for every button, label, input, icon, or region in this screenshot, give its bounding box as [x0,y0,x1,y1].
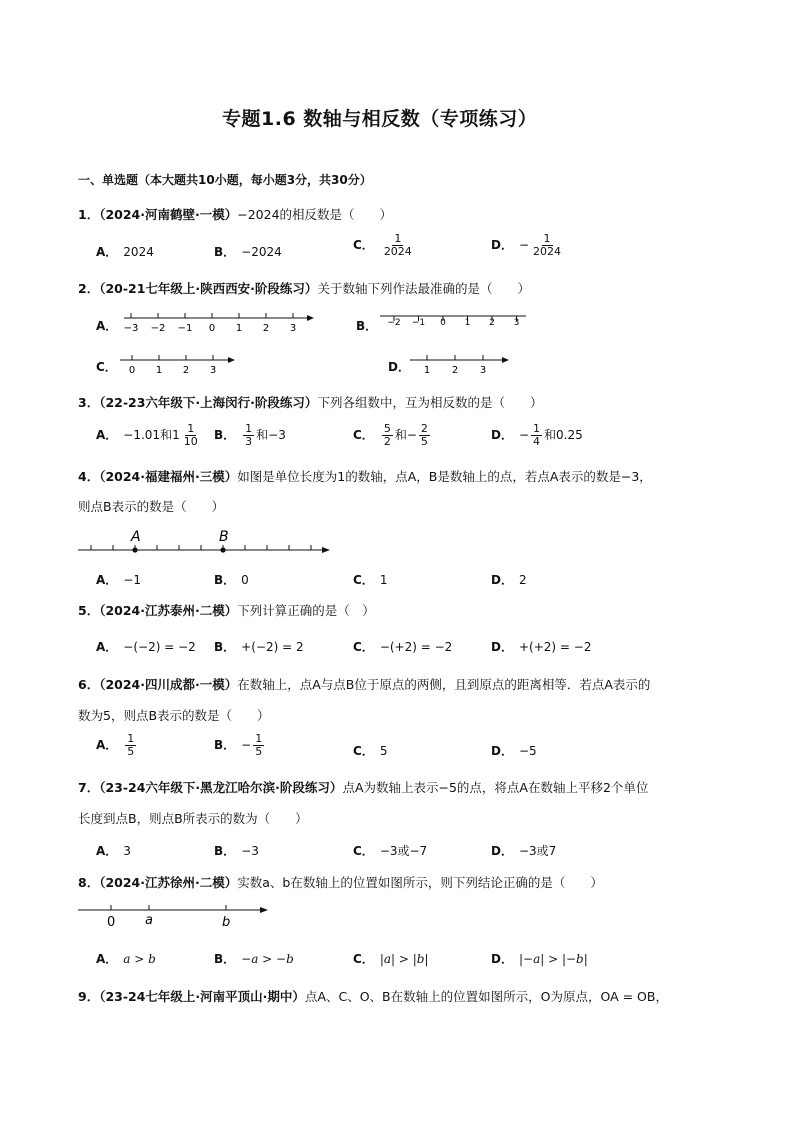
question-stem: 实数a、b在数轴上的位置如图所示，则下列结论正确的是（ ） [237,875,603,890]
fraction: $\frac{1}{5}$ [127,732,135,758]
q8-option-a[interactable]: A． a > b [96,952,156,966]
tick-label: 1 [155,365,163,376]
q5-option-c[interactable]: C． −(+2) = −2 [353,640,453,654]
tick-label: 1 [423,365,431,376]
question-number: 4． [78,469,100,484]
question-number: 8． [78,875,100,890]
question-stem: 关于数轴下列作法最准确的是（ ） [317,281,530,296]
question-number: 2． [78,281,100,296]
b-label: b [222,915,231,930]
question-2 [78,279,530,297]
question-4 [78,467,652,485]
question-source: （23-24七年级上·河南平顶山·期中） [99,989,305,1004]
fraction: $\frac{1}{10}$ [183,422,198,448]
q1-option-c[interactable]: C． $\frac{1}{2024}$ [353,232,412,258]
question-stem: −2024的相反数是（ ） [237,207,393,222]
q8-option-c[interactable]: C． |a| > |b| [353,952,429,966]
question-stem: 在数轴上，点A与点B位于原点的两侧，且到原点的距离相等．若点A表示的 [237,677,651,692]
q1-option-a[interactable]: A． 2024 [96,245,154,259]
q5-option-a[interactable]: A． −(−2) = −2 [96,640,196,654]
q2-number-line-c [118,350,238,380]
q6-option-b[interactable]: B． − $\frac{1}{5}$ [214,732,263,758]
fraction: $\frac{5}{2}$ [383,422,391,448]
q2-option-d-label[interactable]: D． [388,360,410,374]
q2-number-line-a [118,308,318,338]
q8-option-d[interactable]: D． |−a| > |−b| [491,952,588,966]
q4-option-c[interactable]: C． 1 [353,573,388,587]
question-number: 5． [78,603,100,618]
q5-option-d[interactable]: D． +(+2) = −2 [491,640,592,654]
tick-label: −2 [387,318,401,328]
q6-option-d[interactable]: D． −5 [491,744,537,758]
question-6-cont: 数为5，则点B表示的数是（ ） [78,708,270,723]
point-b-dot [220,547,225,552]
tick-label: 3 [513,318,520,328]
q6-option-a[interactable]: A． $\frac{1}{5}$ [96,732,135,758]
question-source: （2024·河南鹤壁·一模） [99,207,238,222]
zero-label: 0 [107,915,116,930]
question-source: （2024·福建福州·三模） [99,469,238,484]
tick-label: −2 [150,323,166,334]
fraction: $\frac{1}{3}$ [245,422,253,448]
question-stem: 点A、C、O、B在数轴上的位置如图所示，O为原点，OA = OB， [304,989,668,1004]
fraction: $\frac{1}{4}$ [533,422,541,448]
tick-label: 3 [289,323,297,334]
q3-option-b[interactable]: B． $\frac{1}{3}$ 和−3 [214,422,286,448]
q4-option-a[interactable]: A． −1 [96,573,141,587]
q4-option-b[interactable]: B． 0 [214,573,249,587]
q2-number-line-d [408,350,513,380]
q7-option-c[interactable]: C． −3或−7 [353,844,428,858]
question-number: 3． [78,395,100,410]
question-7-cont: 长度到点B，则点B所表示的数为（ ） [78,811,308,826]
q7-option-d[interactable]: D． −3或7 [491,844,557,858]
q8-number-line [76,900,276,934]
tick-label: −1 [177,323,193,334]
q4-number-line [76,526,336,562]
tick-label: 2 [489,318,495,328]
question-source: （2024·四川成都·一模） [99,677,238,692]
q2-option-c-label[interactable]: C． [96,360,117,374]
tick-label: 2 [182,365,190,376]
q3-option-d[interactable]: D． − $\frac{1}{4}$ 和0.25 [491,422,583,448]
a-label: a [145,913,153,928]
tick-label: 1 [464,318,471,328]
q2-option-b-label[interactable]: B． [356,319,378,333]
tick-label: 0 [128,365,136,376]
question-number: 7． [78,780,100,795]
tick-label: 3 [209,365,217,376]
fraction: $\frac{1}{5}$ [255,732,263,758]
point-a-dot [132,547,137,552]
q1-option-d[interactable]: D． − $\frac{1}{2024}$ [491,232,562,258]
question-stem: 点A为数轴上表示−5的点，将点A在数轴上平移2个单位 [342,780,649,795]
page-title: 专题1.6 数轴与相反数（专项练习） [222,108,538,130]
tick-label: 3 [479,365,487,376]
question-5 [78,601,375,619]
question-stem: 下列计算正确的是（ ） [237,603,375,618]
q8-option-b[interactable]: B． −a > −b [214,952,294,966]
point-a-label: A [131,529,141,545]
question-7 [78,778,648,796]
q3-option-a[interactable]: A． −1.01和1 $\frac{1}{10}$ [96,422,198,448]
q7-option-a[interactable]: A． 3 [96,844,131,858]
tick-label: 0 [440,318,446,328]
q2-number-line-b [378,306,533,336]
section-heading: 一、单选题（本大题共10小题，每小题3分，共30分） [78,173,372,187]
question-1 [78,205,392,223]
q6-option-c[interactable]: C． 5 [353,744,388,758]
q3-option-c[interactable]: C． $\frac{5}{2}$ 和− $\frac{2}{5}$ [353,422,428,448]
question-source: （2024·江苏徐州·二模） [99,875,238,890]
question-source: （2024·江苏泰州·二模） [99,603,238,618]
tick-label: −1 [411,318,426,328]
question-number: 6． [78,677,100,692]
question-3 [78,393,542,411]
tick-label: −3 [123,323,139,334]
question-source: （22-23六年级下·上海闵行·阶段练习） [99,395,318,410]
q1-option-b[interactable]: B． −2024 [214,245,282,259]
question-number: 1． [78,207,100,222]
q2-option-a-label[interactable]: A． [96,319,118,333]
question-6 [78,675,650,693]
q4-option-d[interactable]: D． 2 [491,573,527,587]
tick-label: 1 [235,323,243,334]
fraction: $\frac{1}{2024}$ [533,232,562,258]
question-4-cont: 则点B表示的数是（ ） [78,499,225,514]
point-b-label: B [219,529,229,545]
tick-label: 2 [262,323,270,334]
question-source: （20-21七年级上·陕西西安·阶段练习） [99,281,318,296]
question-8 [78,873,603,891]
q7-option-b[interactable]: B． −3 [214,844,259,858]
question-9 [78,987,668,1005]
question-number: 9． [78,989,100,1004]
fraction: $\frac{1}{2024}$ [383,232,412,258]
tick-label: 0 [208,323,216,334]
question-stem: 下列各组数中，互为相反数的是（ ） [317,395,543,410]
question-source: （23-24六年级下·黑龙江哈尔滨·阶段练习） [99,780,343,795]
q5-option-b[interactable]: B． +(−2) = 2 [214,640,304,654]
fraction: $\frac{2}{5}$ [420,422,428,448]
tick-label: 2 [451,365,459,376]
question-stem: 如图是单位长度为1的数轴，点A，B是数轴上的点，若点A表示的数是−3， [237,469,652,484]
